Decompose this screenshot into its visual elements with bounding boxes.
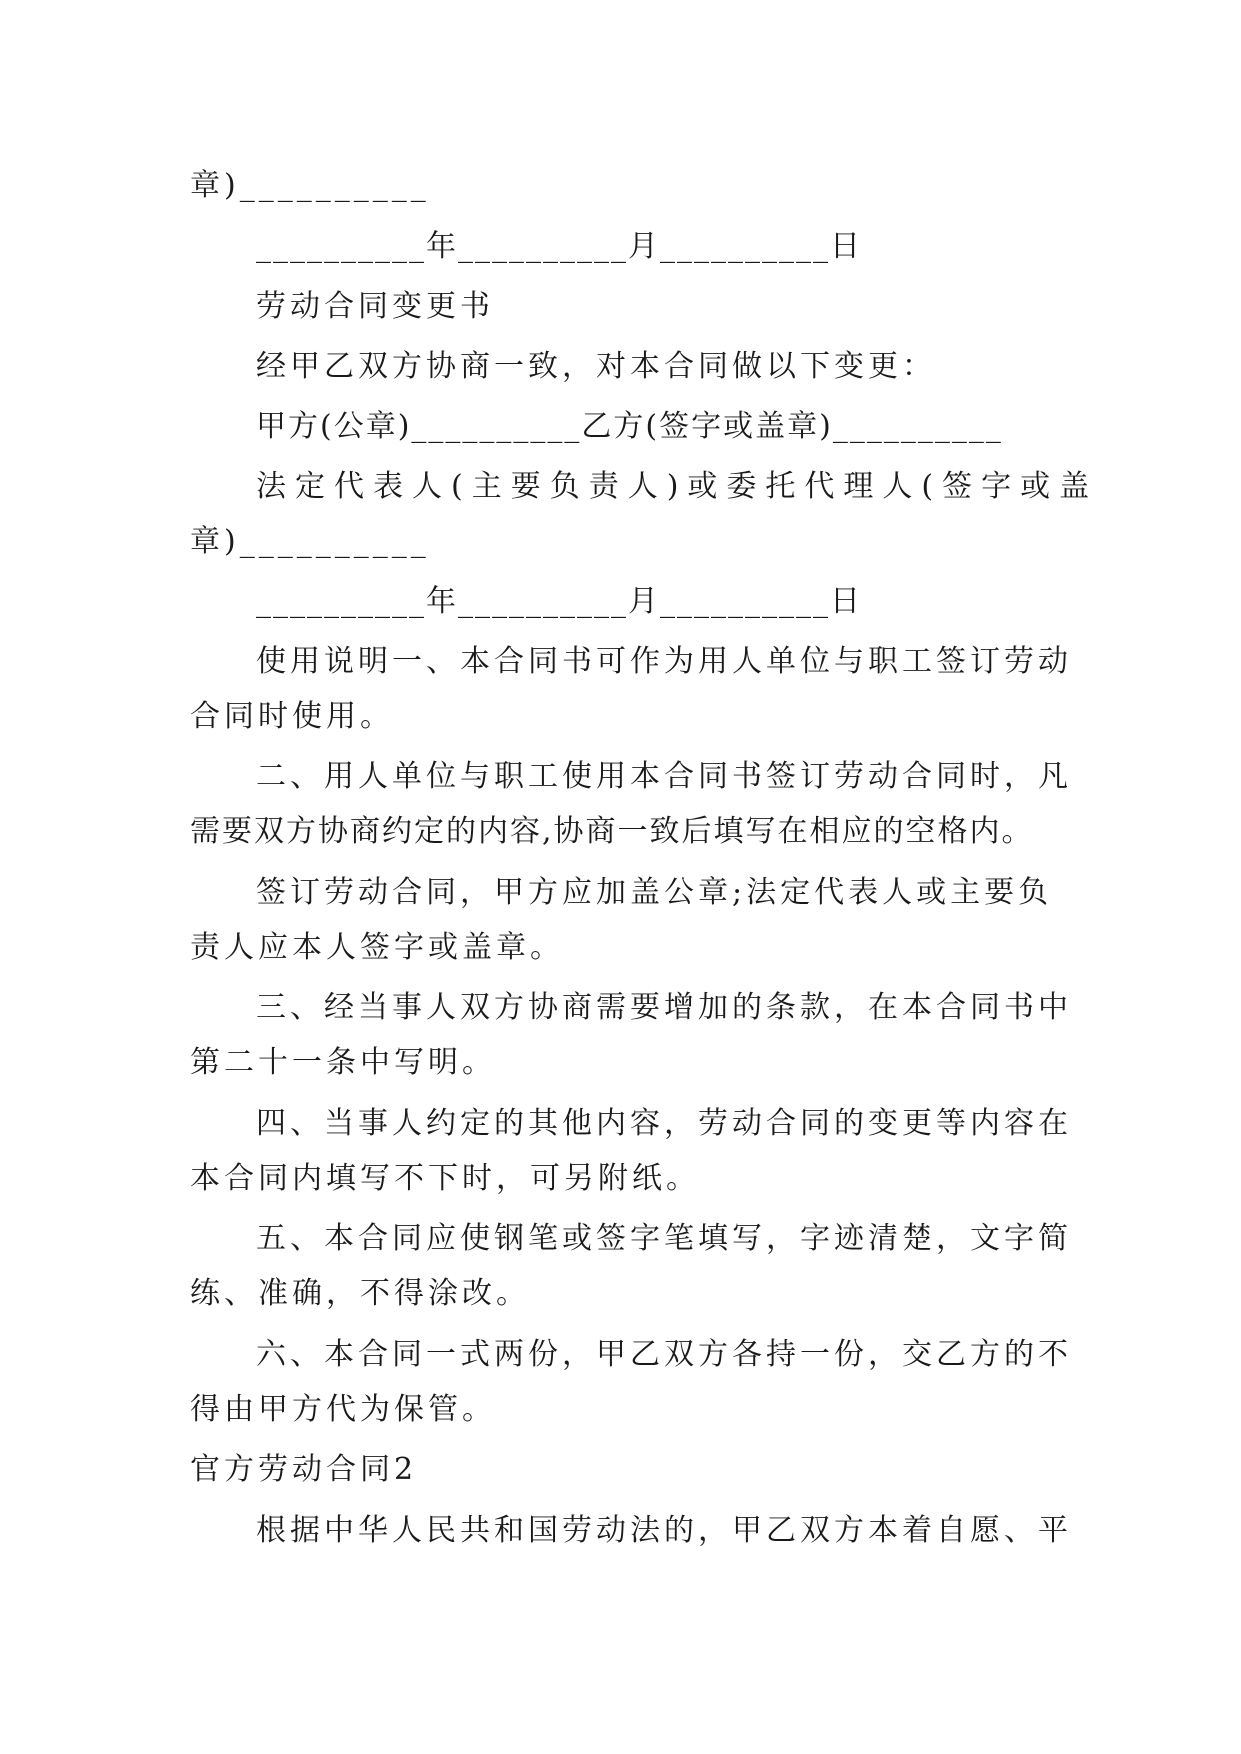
section-title: 劳动合同变更书 (256, 289, 494, 324)
paragraph-line: 合同时使用。 (190, 699, 394, 734)
paragraph-line: 练、准确，不得涂改。 (190, 1276, 530, 1311)
date-line: __________年__________月__________日 (256, 584, 862, 619)
paragraph-line: 本合同内填写不下时，可另附纸。 (190, 1161, 700, 1196)
signature-line-continued: 章)__________ (190, 168, 430, 203)
paragraph-line: 责人应本人签字或盖章。 (190, 930, 564, 965)
date-line: __________年__________月__________日 (256, 229, 862, 264)
paragraph-line: 根据中华人民共和国劳动法的，甲乙双方本着自愿、平 (256, 1513, 1072, 1548)
paragraph-line: 法定代表人(主要负责人)或委托代理人(签字或盖 (256, 469, 1099, 504)
paragraph-line: 经甲乙双方协商一致，对本合同做以下变更： (256, 349, 936, 384)
paragraph-line: 五、本合同应使钢笔或签字笔填写，字迹清楚，文字简 (256, 1221, 1072, 1256)
paragraph-line: 六、本合同一式两份，甲乙双方各持一份，交乙方的不 (256, 1337, 1072, 1372)
paragraph-line: 得由甲方代为保管。 (190, 1392, 496, 1427)
paragraph-line: 第二十一条中写明。 (190, 1045, 496, 1080)
signature-line: 甲方(公章)__________乙方(签字或盖章)__________ (256, 409, 1003, 444)
paragraph-line: 签订劳动合同，甲方应加盖公章;法定代表人或主要负 (256, 875, 1053, 910)
paragraph-line: 需要双方协商约定的内容,协商一致后填写在相应的空格内。 (190, 814, 1034, 849)
paragraph-line: 使用说明一、本合同书可作为用人单位与职工签订劳动 (256, 644, 1072, 679)
signature-line-continued: 章)__________ (190, 524, 430, 559)
paragraph-line: 三、经当事人双方协商需要增加的条款，在本合同书中 (256, 990, 1072, 1025)
paragraph-line: 二、用人单位与职工使用本合同书签订劳动合同时，凡 (256, 759, 1072, 794)
document-heading: 官方劳动合同2 (190, 1452, 418, 1487)
paragraph-line: 四、当事人约定的其他内容，劳动合同的变更等内容在 (256, 1106, 1072, 1141)
